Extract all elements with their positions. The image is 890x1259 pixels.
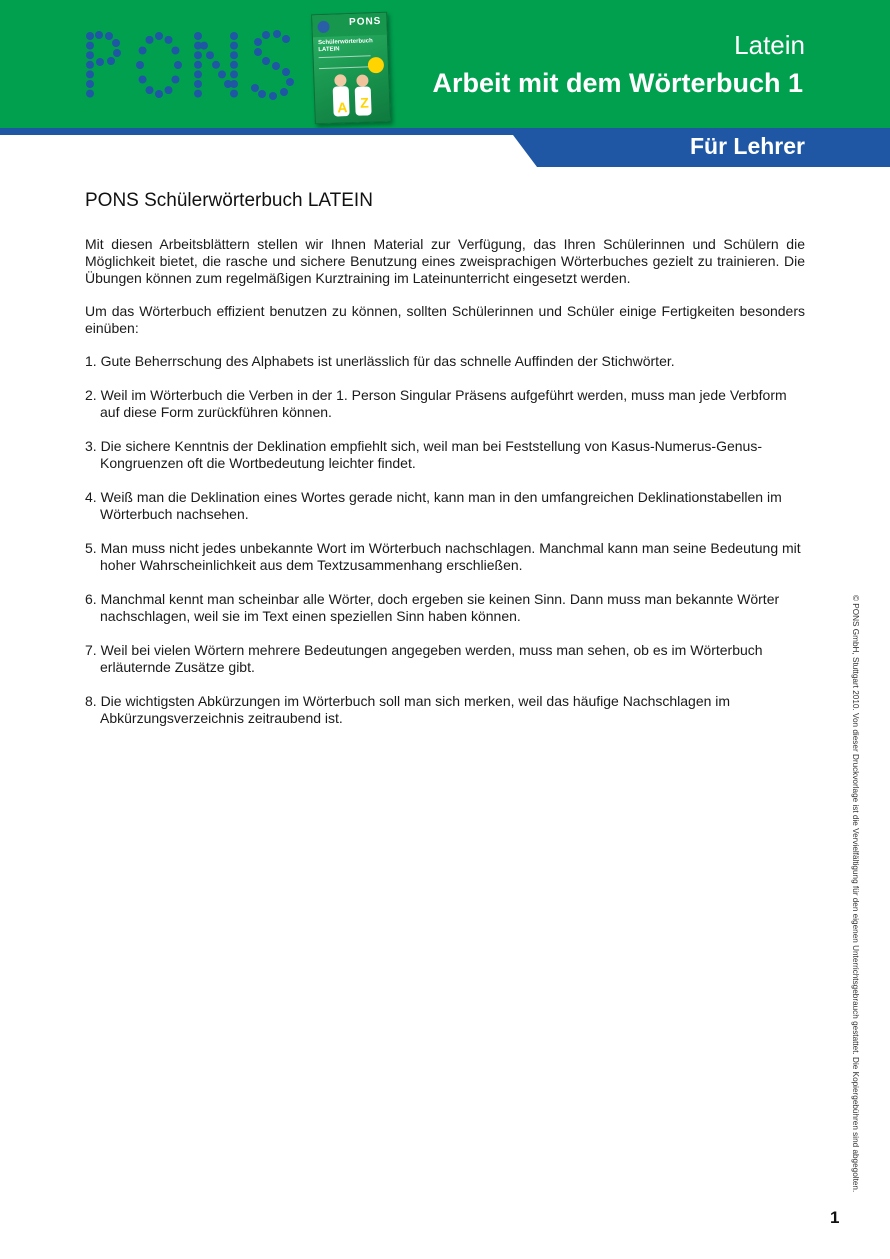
book-cover-title-line2: LATEIN <box>318 46 340 54</box>
main-content <box>85 190 805 744</box>
book-cover-brand: PONS <box>348 15 382 29</box>
svg-text:A: A <box>337 99 348 116</box>
book-cover-title-line1: Schülerwörterbuch <box>318 38 373 47</box>
list-item: 5. Man muss nicht jedes unbekannte Wort im Wörterbuch nachschlagen. Manchmal kann man seine Bedeutung mit hoher Wahrscheinlichkeit aus dem Textzusammenhang erschließen. <box>85 540 801 573</box>
list-item: 4. Weiß man die Deklination eines Wortes gerade nicht, kann man in den umfangreichen Deklinationstabellen im Wörterbuch nachsehen. <box>85 489 782 522</box>
page-number: 1 <box>830 1208 840 1227</box>
list-item: 8. Die wichtigsten Abkürzungen im Wörterbuch soll man sich merken, weil das häufige Nachschlagen im Abkürzungsverzeichnis zeitraubend ist. <box>85 693 731 726</box>
lead-paragraph: Um das Wörterbuch effizient benutzen zu können, sollten Schülerinnen und Schüler einige Fertigkeiten besonders einüben: <box>85 303 805 336</box>
skills-list <box>85 353 805 727</box>
subject-label: Latein <box>734 30 805 60</box>
audience-label: Für Lehrer <box>689 133 805 159</box>
copyright-note: © PONS GmbH, Stuttgart 2010. Von dieser Druckvorlage ist die Vervielfältigung für den eigenen Unterrichtsgebrauch gestattet. Die Kopiergebühren sind abgegolten. <box>851 595 860 1193</box>
document-title: PONS Schülerwörterbuch LATEIN <box>85 190 373 211</box>
list-item: 3. Die sichere Kenntnis der Deklination empfiehlt sich, weil man bei Feststellung von Kasus-Numerus-Genus-Kongruenzen oft die Wortbedeutung leichter findet. <box>85 438 762 471</box>
list-item: 7. Weil bei vielen Wörtern mehrere Bedeutungen angegeben werden, muss man sehen, ob es im Wörterbuch erläuternde Zusätze gibt. <box>85 642 763 675</box>
intro-paragraph: Mit diesen Arbeitsblättern stellen wir Ihnen Material zur Verfügung, das Ihren Schülerinnen und Schülern die Möglichkeit bietet, die rasche und sichere Benutzung eines zweisprachigen Wörterbuches gezielt zu trainieren. Die Übungen können zum regelmäßigen Kurztraining im Lateinunterricht eingesetzt werden. <box>85 236 805 286</box>
worksheet-title: Arbeit mit dem Wörterbuch 1 <box>432 68 803 98</box>
list-item: 6. Manchmal kennt man scheinbar alle Wörter, doch ergeben sie keinen Sinn. Dann muss man bekannte Wörter nachschlagen, weil sie im Text einen speziellen Sinn haben können. <box>85 591 780 624</box>
list-item: 2. Weil im Wörterbuch die Verben in der 1. Person Singular Präsens aufgeführt werden, muss man jede Verbform auf diese Form zurückführen können. <box>85 387 787 420</box>
svg-text:Z: Z <box>359 94 370 111</box>
list-item: 1. Gute Beherrschung des Alphabets ist unerlässlich für das schnelle Auffinden der Stichwörter. <box>85 353 675 369</box>
